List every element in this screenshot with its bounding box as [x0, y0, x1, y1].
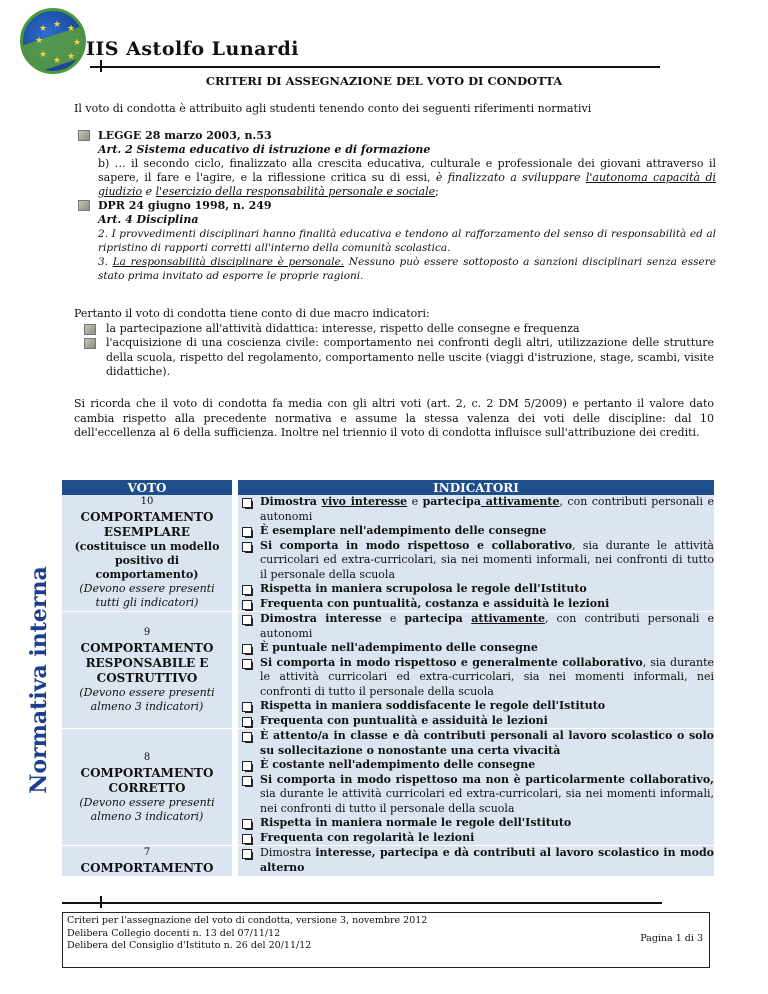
indicator-item: Rispetta in maniera normale le regole dell'Istituto: [238, 816, 714, 831]
indicator-item: Si comporta in modo rispettoso e collaborativo, sia durante le attività curricolari ed extra-curricolari, sia nei momenti informali, nei confronti di tutto il personale della scuola: [238, 539, 714, 583]
footer-line-1: Criteri per l'assegnazione del voto di condotta, versione 3, novembre 2012: [67, 915, 428, 926]
intro-text: Il voto di condotta è attribuito agli studenti tenendo conto dei seguenti riferimenti normativi: [74, 102, 592, 115]
footer-rule-mark: [100, 896, 102, 908]
indicators-7: [235, 846, 714, 876]
grade-note: (Devono essere presenti almeno 3 indicatori): [79, 685, 215, 713]
grade-number: 9: [143, 627, 151, 638]
checkbox-icon: [242, 600, 252, 610]
school-logo: ★ ★ ★ ★ ★ ★ ★ ★: [20, 8, 86, 74]
law-1-article: Art. 2 Sistema educativo di istruzione e di formazione: [98, 143, 431, 156]
indicator-item: È puntuale nell'adempimento delle consegne: [238, 641, 714, 656]
indicator-item: Si comporta in modo rispettoso e generalmente collaborativo, sia durante le attività curricolari ed extra-curricolari, sia nei momenti informali, nei confronti di tutto il personale della scuola: [238, 656, 714, 700]
indicators-10: [235, 495, 714, 611]
checkbox-icon: [242, 776, 252, 786]
grade-label: COMPORTAMENTO CORRETTO: [80, 765, 214, 795]
grade-8-cell: [62, 729, 235, 845]
header-rule-mark: [100, 60, 102, 72]
grade-number: 7: [143, 847, 151, 858]
checkbox-icon: [242, 527, 252, 537]
checkbox-icon: [242, 834, 252, 844]
indicator-item: Frequenta con puntualità, costanza e assiduità le lezioni: [238, 597, 714, 612]
grade-note: (Devono essere presenti tutti gli indicatori): [79, 581, 215, 609]
checkbox-icon: [242, 542, 252, 552]
macro-item-2: l'acquisizione di una coscienza civile: comportamento nei confronti degli altri, utilizzazione delle strutture della scuola, rispetto del regolamento, comportamento nelle uscite (viaggi d'istruzione, stage, scambi, visite didattiche).: [106, 336, 714, 378]
col-header-voto: VOTO: [62, 480, 235, 495]
footer-box: [62, 912, 710, 968]
checkbox-icon: [242, 585, 252, 595]
checkbox-icon: [242, 717, 252, 727]
bullet-icon: [84, 338, 96, 349]
footer-rule: [62, 902, 662, 904]
law-2-para-2: 2. I provvedimenti disciplinari hanno finalità educativa e tendono al rafforzamento del senso di responsabilità ed al ripristino di rapporti corretti all'interno della comunità scolastica.: [98, 228, 716, 254]
indicator-item: È esemplare nell'adempimento delle consegne: [238, 524, 714, 539]
footer-line-3: Delibera del Consiglio d'Istituto n. 26 del 20/11/12: [67, 940, 312, 951]
note-text: Si ricorda che il voto di condotta fa media con gli altri voti (art. 2, c. 2 DM 5/2009) e pertanto il valore dato cambia rispetto alla precedente normativa e assume la stessa valenza dei voti delle discipline: dal 10 dell'eccellenza al 6 della sufficienza. Inoltre nel triennio il voto di condotta influisce sull'attribuzione dei crediti.: [74, 397, 714, 439]
side-label: Normativa interna: [26, 566, 52, 794]
grade-number: 8: [143, 752, 151, 763]
indicator-item: Dimostra interesse, partecipa e dà contributi al lavoro scolastico in modo alterno: [238, 846, 714, 875]
checkbox-icon: [242, 761, 252, 771]
indicator-item: Rispetta in maniera scrupolosa le regole dell'Istituto: [238, 582, 714, 597]
bullet-icon: [78, 130, 90, 141]
table-row: [62, 729, 714, 845]
law-1-text: b) … il secondo ciclo, finalizzato alla crescita educativa, culturale e professionale dei giovani attraverso il sapere, il fare e l'agire, e la riflessione critica su di essi, è finalizzato a sviluppare l'autonoma capacità di giudizio e l'esercizio della responsabilità personale e sociale;: [98, 157, 717, 198]
indicator-item: Dimostra vivo interesse e partecipa attivamente, con contributi personali e autonomi: [238, 495, 714, 524]
indicator-item: Dimostra interesse e partecipa attivamente, con contributi personali e autonomi: [238, 612, 714, 641]
grade-label: COMPORTAMENTO: [80, 860, 214, 875]
table-row: [62, 612, 714, 728]
law-2-article: Art. 4 Disciplina: [98, 213, 199, 226]
checkbox-icon: [242, 659, 252, 669]
indicator-item: È attento/a in classe e dà contributi personali al lavoro scolastico o solo su sollecitazione o nonostante una certa vivacità: [238, 729, 714, 758]
indicator-item: Rispetta in maniera soddisfacente le regole dell'Istituto: [238, 699, 714, 714]
indicator-item: Frequenta con regolarità le lezioni: [238, 831, 714, 846]
law-2-title: DPR 24 giugno 1998, n. 249: [98, 199, 272, 212]
law-2-para-3: 3. La responsabilità disciplinare è personale. Nessuno può essere sottoposto a sanzioni disciplinari senza essere stato prima invitato ad esporre le proprie ragioni.: [98, 256, 716, 282]
checkbox-icon: [242, 819, 252, 829]
grade-10-cell: [62, 495, 235, 611]
header-rule: [90, 66, 660, 68]
bullet-icon: [78, 200, 90, 211]
checkbox-icon: [242, 498, 252, 508]
macro-indicators: [74, 307, 714, 380]
col-header-indicatori: INDICATORI: [235, 480, 714, 495]
checkbox-icon: [242, 702, 252, 712]
grade-label: COMPORTAMENTO ESEMPLARE: [80, 509, 214, 539]
page-number: Pagina 1 di 3: [640, 933, 703, 944]
table-row: [62, 495, 714, 611]
bullet-icon: [84, 324, 96, 335]
footer-line-2: Delibera Collegio docenti n. 13 del 07/11/12: [67, 927, 281, 939]
grade-label: COMPORTAMENTO RESPONSABILE E COSTRUTTIVO: [80, 640, 214, 685]
grade-subtitle: (costituisce un modello positivo di comportamento): [74, 539, 220, 581]
document-title: CRITERI DI ASSEGNAZIONE DEL VOTO DI CONDOTTA: [205, 74, 563, 88]
school-name: IIS Astolfo Lunardi: [86, 38, 299, 60]
macro-intro: Pertanto il voto di condotta tiene conto di due macro indicatori:: [74, 307, 430, 320]
law-1-title: LEGGE 28 marzo 2003, n.53: [98, 129, 272, 142]
indicator-item: Frequenta con puntualità e assiduità le lezioni: [238, 714, 714, 729]
grade-note: (Devono essere presenti almeno 3 indicatori): [79, 795, 215, 823]
macro-item-1: la partecipazione all'attività didattica: interesse, rispetto delle consegne e frequenza: [106, 321, 580, 335]
indicators-9: [235, 612, 714, 728]
indicator-item: È costante nell'adempimento delle consegne: [238, 758, 714, 773]
indicator-item: Si comporta in modo rispettoso ma non è particolarmente collaborativo, sia durante le attività curricolari ed extra-curricolari, sia nei momenti informali, nei confronti di tutto il personale della scuola: [238, 773, 714, 817]
indicators-8: [235, 729, 714, 845]
checkbox-icon: [242, 732, 252, 742]
table-row: [62, 846, 714, 876]
grades-table: [62, 480, 714, 876]
checkbox-icon: [242, 615, 252, 625]
grade-number: 10: [140, 496, 154, 507]
checkbox-icon: [242, 849, 252, 859]
checkbox-icon: [242, 644, 252, 654]
law-references: [78, 129, 716, 283]
grade-7-cell: [62, 846, 235, 876]
grade-9-cell: [62, 612, 235, 728]
